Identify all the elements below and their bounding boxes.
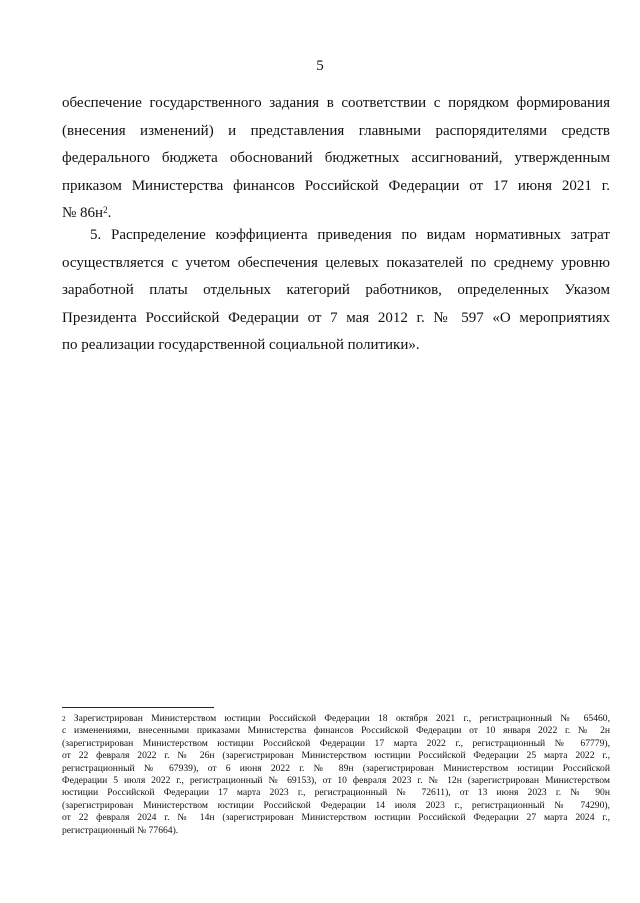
footnote-divider — [62, 707, 214, 708]
text-line: Президента Российской Федерации от 7 мая 2012 г. № 597 «О мероприятиях — [62, 309, 610, 326]
sentence-end: . — [107, 205, 112, 221]
footnote-line: от 22 февраля 2024 г. № 14н (зарегистрирован Министерством юстиции Российской Федерации 27 марта 2024 г., — [62, 812, 610, 824]
paragraph-item-5 — [62, 222, 610, 360]
text-line: заработной платы отдельных категорий работников, определенных Указом — [62, 282, 610, 298]
footnote-text: Зарегистрирован Министерством юстиции Российской Федерации 18 октября 2021 г., регистрационный № 65460, — [65, 713, 610, 724]
text-line: обеспечение государственного задания в соответствии с порядком формирования — [62, 95, 610, 111]
footnote-2 — [62, 713, 610, 837]
footnote-line: (зарегистрирован Министерством юстиции Российской Федерации 14 июля 2023 г., регистрационный № 74290), — [62, 799, 610, 811]
paragraph-continuation — [62, 90, 610, 228]
footnote-mark: 2 — [62, 715, 66, 723]
text-line: федерального бюджета обоснований бюджетных ассигнований, утвержденным — [62, 150, 610, 166]
paragraph — [62, 222, 610, 360]
footnote-line: юстиции Российской Федерации 17 марта 2023 г., регистрационный № 72611), от 13 июня 2023 г. № 90н — [62, 787, 610, 799]
text-line: (внесения изменений) и представления главными распорядителями средств — [62, 122, 610, 139]
text-line: приказом Министерства финансов Российской Федерации от 17 июня 2021 г. — [62, 177, 610, 194]
footnote-reference[interactable]: 2 — [103, 205, 108, 215]
footnote-line — [62, 713, 610, 725]
footnote-line: регистрационный № 67939), от 6 июня 2022 г. № 89н (зарегистрирован Министерством юстиции Российской — [62, 762, 610, 774]
footnote-line: Федерации 5 июля 2022 г., регистрационный № 69153), от 10 февраля 2023 г. № 12н (зарегистрирован Министерством — [62, 775, 610, 787]
page-number: 5 — [316, 58, 324, 74]
footnote-line: с изменениями, внесенными приказами Министерства финансов Российской Федерации от 10 января 2022 г. № 2н — [62, 725, 610, 737]
text-line: 5. Распределение коэффициента приведения по видам нормативных затрат — [90, 227, 610, 243]
order-number: № 86н — [62, 205, 104, 221]
footnote-line: от 22 февраля 2022 г. № 26н (зарегистрирован Министерством юстиции Российской Федерации 25 марта 2022 г., — [62, 750, 610, 762]
footnote-line: (зарегистрирован Министерством юстиции Российской Федерации 17 марта 2022 г., регистрационный № 67779), — [62, 737, 610, 749]
text-line: осуществляется с учетом обеспечения целевых показателей по среднему уровню — [62, 254, 610, 271]
text-line: по реализации государственной социальной политики». — [62, 337, 420, 353]
paragraph — [62, 90, 610, 228]
footnote-line: регистрационный № 77664). — [62, 824, 179, 836]
